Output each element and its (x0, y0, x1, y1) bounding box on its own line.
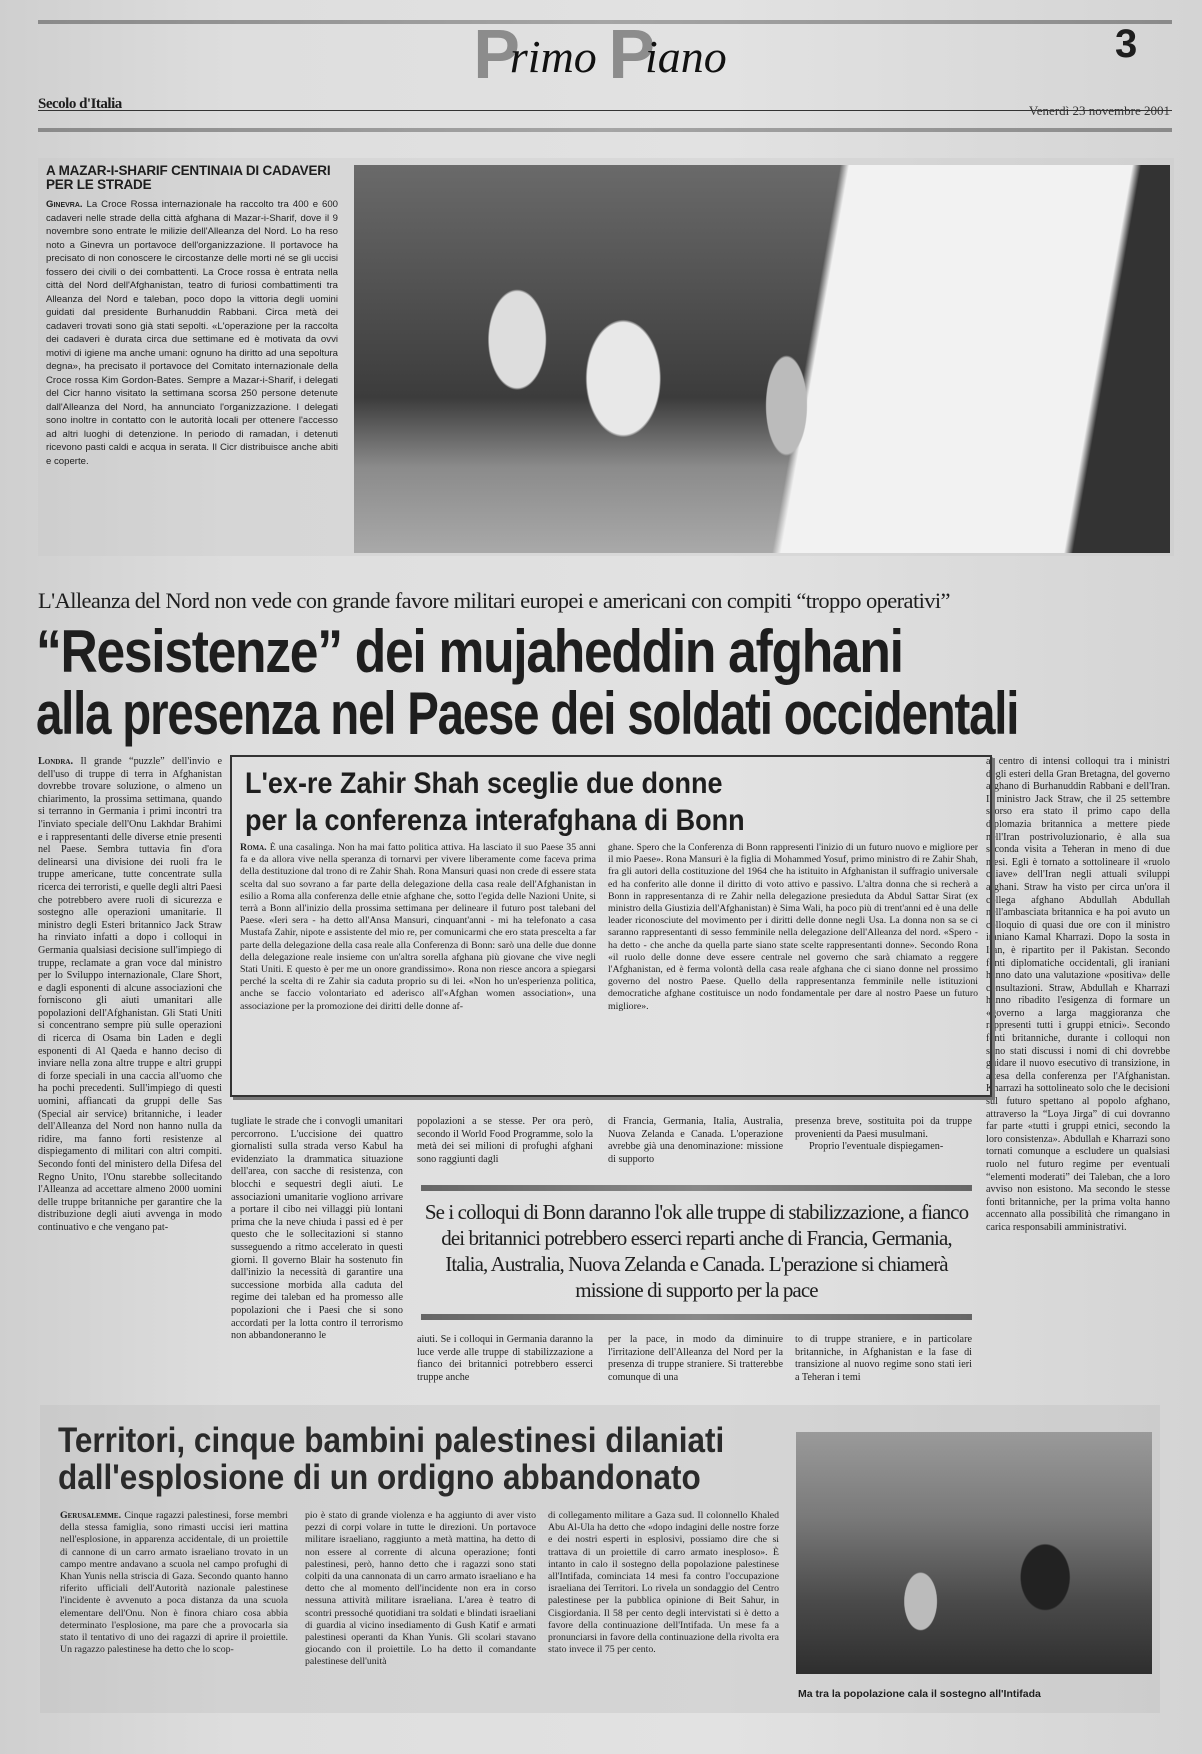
main-headline-line2: alla presenza nel Paese dei soldati occidentali (36, 680, 1019, 747)
header-bottom-rule (38, 128, 1172, 132)
pull-quote-bottom-bar (421, 1314, 972, 1320)
photo-caption: Ma tra la popolazione cala il sostegno all'Intifada (798, 1688, 1041, 1700)
header-thin-rule (38, 110, 1172, 111)
page-number: 3 (1115, 22, 1138, 66)
main-article-col5-bottom: to di truppe straniere, e in particolare britanniche, in Afghanistan e la fase di transizione al nuovo regime sono stati ieri a Teheran i temi (795, 1334, 972, 1383)
header-top-rule (38, 20, 1172, 24)
box-article-col2: ghane. Spero che la Conferenza di Bonn rappresenti l'inizio di un futuro nuovo e migliore per il mio Paese». Rona Mansuri è la figlia di Mohammed Yosuf, primo ministro di re Zahir Shah, fra gli autori della costituzione del 1964 che ha istituito in Afghanistan il suffragio universale ed ha conferito alle donne il diritto di voto attivo e passivo. L'altra donna che si recherà a Bonn in rappresentanza di re Zahir nella delegazione presieduta da Abdul Sattar Sirat (ex ministro della Giustizia dell'Afghanistan) è Sima Wali, ha poco più di trent'anni ed è una delle leader riconosciute del movimento per i diritti delle donne negli Usa. La donna non sa se ci saranno rappresentanti di sesso femminile nella delegazione dell'Alleanza del nord. «Spero - ha detto - che anche da quella parte siano state scelte rappresentanti donne». Secondo Rona «il ruolo delle donne deve essere centrale nel governo che sarà chiamato a reggere l'Afghanistan, ed è ferma volontà della casa reale afghana che ci siano donne nel prossimo governo del nostro Paese. Quello della rappresentanza femminile nelle istituzioni democratiche afghane costituisce un nodo fondamentale per dare al nostro Paese un futuro migliore». (608, 842, 978, 1012)
main-article-col6: al centro di intensi colloqui tra i ministri degli esteri della Gran Bretagna, del governo afghano di Burhanuddin Rabbani e dell'Iran. Il ministro Jack Straw, che il 25 settembre scorso era stato il primo capo della diplomazia britannica a mettere piede nell'Iran postrivoluzionario, è alla sua seconda visita a Teheran in meno di due mesi. Egli è tornato a sottolineare il «ruolo chiave» dell'Iran negli attuali sviluppi afghani. Straw ha visto per circa un'ora il collega afghano Abdullah Abdullah nell'ambasciata britannica e ha poi avuto un colloquio di quasi due ore con il ministro iraniano Kamal Kharrazi. Dopo la sosta in Iran, è ripartito per il Pakistan. Secondo fonti diplomatiche occidentali, gli iraniani hanno dato una valutazione «positiva» delle consultazioni. Straw, Abdullah e Kharrazi hanno ribadito l'esigenza di formare un «governo a larga maggioranza che rappresenti tutti i gruppi etnici». Secondo fonti britanniche, durante i colloqui non sono stati discussi i nomi di chi dovrebbe guidare il nuovo esecutivo di transizione, in attesa della conferenza per l'Afghanistan. Kharrazi ha sottolineato solo che le decisioni sul futuro spettano al popolo afghano, attraverso la “Loya Jirga” di cui dovranno far parte «tutti i gruppi etnici, secondo la loro consistenza». Abdullah e Kharrazi sono tornati comunque a escludere un qualsiasi ruolo nel futuro regime per eventuali “elementi moderati” dei Taleban, che a loro avviso non esistono. Ma secondo le stesse fonti britanniche, per la prima volta hanno accennato alla possibilità che rimangano in carica responsabili amministrativi. (986, 756, 1170, 1233)
bottom-article-title: Territori, cinque bambini palestinesi dilaniati dall'esplosione di un ordigno abbandonato (58, 1421, 725, 1497)
issue-date: Venerdì 23 novembre 2001 (1028, 103, 1170, 118)
main-article-col4-bottom: per la pace, in modo da diminuire l'irritazione dell'Alleanza del Nord per la presenza di truppe straniere. Si tratterebbe comunque di una (608, 1334, 783, 1383)
main-article-col3-bottom: aiuti. Se i colloqui in Germania daranno la luce verde alle truppe di stabilizzazione a fianco dei britannici potrebbero esserci truppe anche (417, 1334, 593, 1383)
main-article-kicker: L'Alleanza del Nord non vede con grande favore militari europei e americani con compiti “troppo operativi” (38, 588, 950, 613)
red-crescent-stretcher-photo (354, 165, 1170, 553)
bottom-article-col2: pio è stato di grande violenza e ha aggiunto di aver visto pezzi di corpi volare in tutte le direzioni. Un portavoce militare israeliano, raggiunto a metà mattina, ha detto di non essere al corrente di alcuna operazione; fonti palestinesi, però, hanno detto che i ragazzi sono stati colpiti da una cannonata di un carro armato israeliano e ha detto che al momento dell'incidente non era in corso nessuna attività militare israeliana. L'area è teatro di scontri pressoché quotidiani tra soldati e blindati israeliani di guardia al vicino insediamento di Gush Katif e armati palestinesi operanti da Khan Yunis. Gli scolari stavano giocando con il proiettile. Lo ha detto il comandante palestinese dell'unità (305, 1510, 536, 1668)
bottom-article-col1: Gerusalemme. Cinque ragazzi palestinesi, forse membri della stessa famiglia, sono rimasti uccisi ieri mattina nell'esplosione, in apparenza accidentale, di un proiettile di cannone di un carro armato israeliano trovato in un campo mentre andavano a scuola nel campo profughi di Khan Yunis nella striscia di Gaza. Secondo quanto hanno riferito ufficiali dell'Autorità nazionale palestinese l'incidente è avvenuto a poca distanza da una scuola elementare dell'Onu. Non è finora chiaro cosa abbia determinato l'esplosione, ma pare che a provocarla sia stato il tentativo di uno dei ragazzi di aprire il proiettile. Un ragazzo palestinese ha detto che lo scop- (60, 1510, 288, 1656)
masthead: Secolo d'Italia (38, 96, 122, 112)
section-title: Primo Piano (473, 15, 727, 93)
main-article-col2: tugliate le strade che i convogli umanitari percorrono. L'uccisione dei quattro giornalisti sulla strada verso Kabul ha evidenziato la drammatica situazione dell'area, con sacche di resistenza, con blocchi e sequestri degli aiuti. Le associazioni umanitarie vogliono arrivare a portare il cibo nei villaggi più lontani prima che la neve chiuda i passi ed è per questo che le sollecitazioni si stanno susseguendo a ritmo accelerato in questi giorni. Il governo Blair ha sostenuto fin dall'inizio la necessità di garantire una successione morbida alla caduta del regime dei taleban ed ha promesso alle popolazioni che i Paesi che si sono accordati per la lotta contro il terrorismo non abbandoneranno le (231, 1116, 403, 1342)
pull-quote-top-bar (421, 1185, 972, 1191)
sidebar-article-body: Ginevra. La Croce Rossa internazionale ha raccolto tra 400 e 600 cadaveri nelle strade della città afghana di Mazar-i-Sharif, dove il 9 novembre sono entrate le milizie dell'Alleanza del Nord. Lo ha reso noto a Ginevra un portavoce dell'organizzazione. Il portavoce ha precisato di non conoscere le circostanze delle morti né se gli uccisi fossero dei civili o dei combattenti. La Croce rossa è entrata nella città del Nord dell'Afghanistan, teatro di furiosi combattimenti tra Alleanza del Nord e taleban, poco dopo la vittoria degli uomini guidati dal presidente Burhanuddin Rabbani. Circa metà dei cadaveri trovati sono già stati sepolti. «L'operazione per la raccolta dei cadaveri è durata circa due settimane ed è motivata da ovvi motivi di igiene ma anche umani: ognuno ha diritto ad una sepoltura degna», ha precisato il portavoce del Comitato internazionale della Croce rossa Kim Gordon-Bates. Sempre a Mazar-i-Sharif, i delegati del Cicr hanno visitato la settimana scorsa 250 persone detenute dall'Alleanza del Nord, ha annunciato l'organizzazione. I delegati sono inoltre in contatto con le autorità locali per ottenere l'accesso ad altri luoghi di detenzione. In periodo di ramadan, i detenuti ricevono pasti caldi e acqua in serata. Il Cicr distribuisce anche abiti e coperte. (46, 199, 338, 467)
box-article-col1: Roma. È una casalinga. Non ha mai fatto politica attiva. Ha lasciato il suo Paese 35 anni fa e da allora vive nella speranza di tornarvi per vivere liberamente come faceva prima della destituzione dal trono di re Zahir Shah. Rona Mansuri quasi non crede di essere stata scelta dal suo sovrano a far parte della delegazione della casa reale dell'Afghanistan in esilio a Roma alla conferenza delle etnie afghane che, sotto l'egida delle Nazioni Unite, si terrà a Bonn all'inizio della prossima settimana per delineare il futuro post talebani del Paese. «Ieri sera - ha detto all'Ansa Mansuri, cinquant'anni - mi ha telefonato a casa Mustafa Zahir, nipote e assistente del mio re, per comunicarmi che ero stata prescelta a far parte della delegazione della casa reale alla Conferenza di Bonn: sarò una delle due donne della delegazione reale insieme con un'altra sorella afghana più giovane che vive negli Stati Uniti. E questo è per me un onore grandissimo». Rona non riesce ancora a spiegarsi perché la scelta di re Zahir sia caduta proprio su di lei. «Non ho un'esperienza politica, anche se faccio volontariato ed aderisco all'«Afghan women association», una associazione per la promozione dei diritti delle donne af- (240, 842, 596, 1012)
bottom-article-col3: di collegamento militare a Gaza sud. Il colonnello Khaled Abu Al-Ula ha detto che «dopo indagini delle nostre forze e dei nostri esperti in esplosivi, possiamo dire che si trattava di un proiettile di carro armato inesploso». È intanto in calo il sostegno della popolazione palestinese all'Intifada, cominciata 14 mesi fa contro l'occupazione israeliana dei Territori. Lo rivela un sondaggio del Centro palestinese per la pubblica opinione di Beit Sahur, in Cisgiordania. Il 58 per cento degli intervistati si è detto a favore della continuazione dell'Intifada. Un mese fa a pronunciarsi in favore della continuazione della rivolta era stato invece il 75 per cento. (548, 1510, 779, 1656)
pull-quote (421, 1185, 972, 1320)
main-article-col3-top: popolazioni a se stesse. Per ora però, secondo il World Food Programme, solo la metà dei sei milioni di profughi afghani sono raggiunti dagli (417, 1116, 593, 1165)
main-article-col5-top: presenza breve, sostituita poi da truppe provenienti da Paesi musulmani. Proprio l'eventuale dispiegamen- (795, 1116, 972, 1153)
main-headline-line1: “Resistenze” dei mujaheddin afghani (36, 618, 903, 685)
pull-quote-text: Se i colloqui di Bonn daranno l'ok alle truppe di stabilizzazione, a fianco dei britannici potrebbero esserci reparti anche di Francia, Germania, Italia, Australia, Nuova Zelanda e Canada. L'perazione si chiamerà missione di supporto per la pace (424, 1200, 969, 1302)
main-article-col4-top: di Francia, Germania, Italia, Australia, Nuova Zelanda e Canada. L'operazione avrebbe già una denominazione: missione di supporto (608, 1116, 783, 1165)
gaza-scene-photo (796, 1432, 1152, 1674)
box-article-title: L'ex-re Zahir Shah sceglie due donne per la conferenza interafghana di Bonn (245, 767, 745, 837)
main-article-col1: Londra. Il grande “puzzle” dell'invio e dell'uso di truppe di terra in Afghanistan dovrebbe trovare soluzione, o almeno un chiarimento, la prossima settimana, quando si terranno in Germania i primi incontri tra l'inviato speciale dell'Onu Lakhdar Brahimi e i rappresentanti delle diverse etnie presenti nel Paese. Sembra tuttavia fin d'ora delinearsi una divisione dei ruoli fra le truppe americane, tutte concentrate sulla ricerca dei terroristi, e quelle degli altri Paesi che potrebbero avere ruoli di sicurezza e sostegno alle operazioni umanitarie. Il ministro degli Esteri britannico Jack Straw ha rinviato infatti a dopo i colloqui in Germania qualsiasi decisione sull'impiego di truppe, reclamate a gran voce dal ministro per lo Sviluppo internazionale, Clare Short, e dagli esponenti di alcune associazioni che forniscono gli aiuti umanitari alle popolazioni dell'Afghanistan. Gli Stati Uniti si concentrano sempre più sulle operazioni di ricerca di Osama bin Laden e degli esponenti di Al Qaeda e hanno deciso di inviare nella zona altre truppe e altri gruppi di forze speciali in una caccia all'uomo che ha pochi precedenti. Sull'impiego di questi uomini, affiancati da gruppi delle Sas (Special air service) britanniche, i leader dell'Alleanza del Nord non hanno nulla da ridire, ma fanno forti resistenze al dispiegamento di militari con altri compiti. Secondo fonti del ministero della Difesa del Regno Unito, l'Onu starebbe sollecitando l'Alleanza ad accettare almeno 2000 uomini delle truppe britanniche per garantire che la distribuzione degli aiuti avvenga in modo continuativo e che vengano pat- (38, 756, 222, 1233)
sidebar-article-title: A MAZAR-I-SHARIF CENTINAIA DI CADAVERI PER LE STRADE (46, 163, 331, 192)
